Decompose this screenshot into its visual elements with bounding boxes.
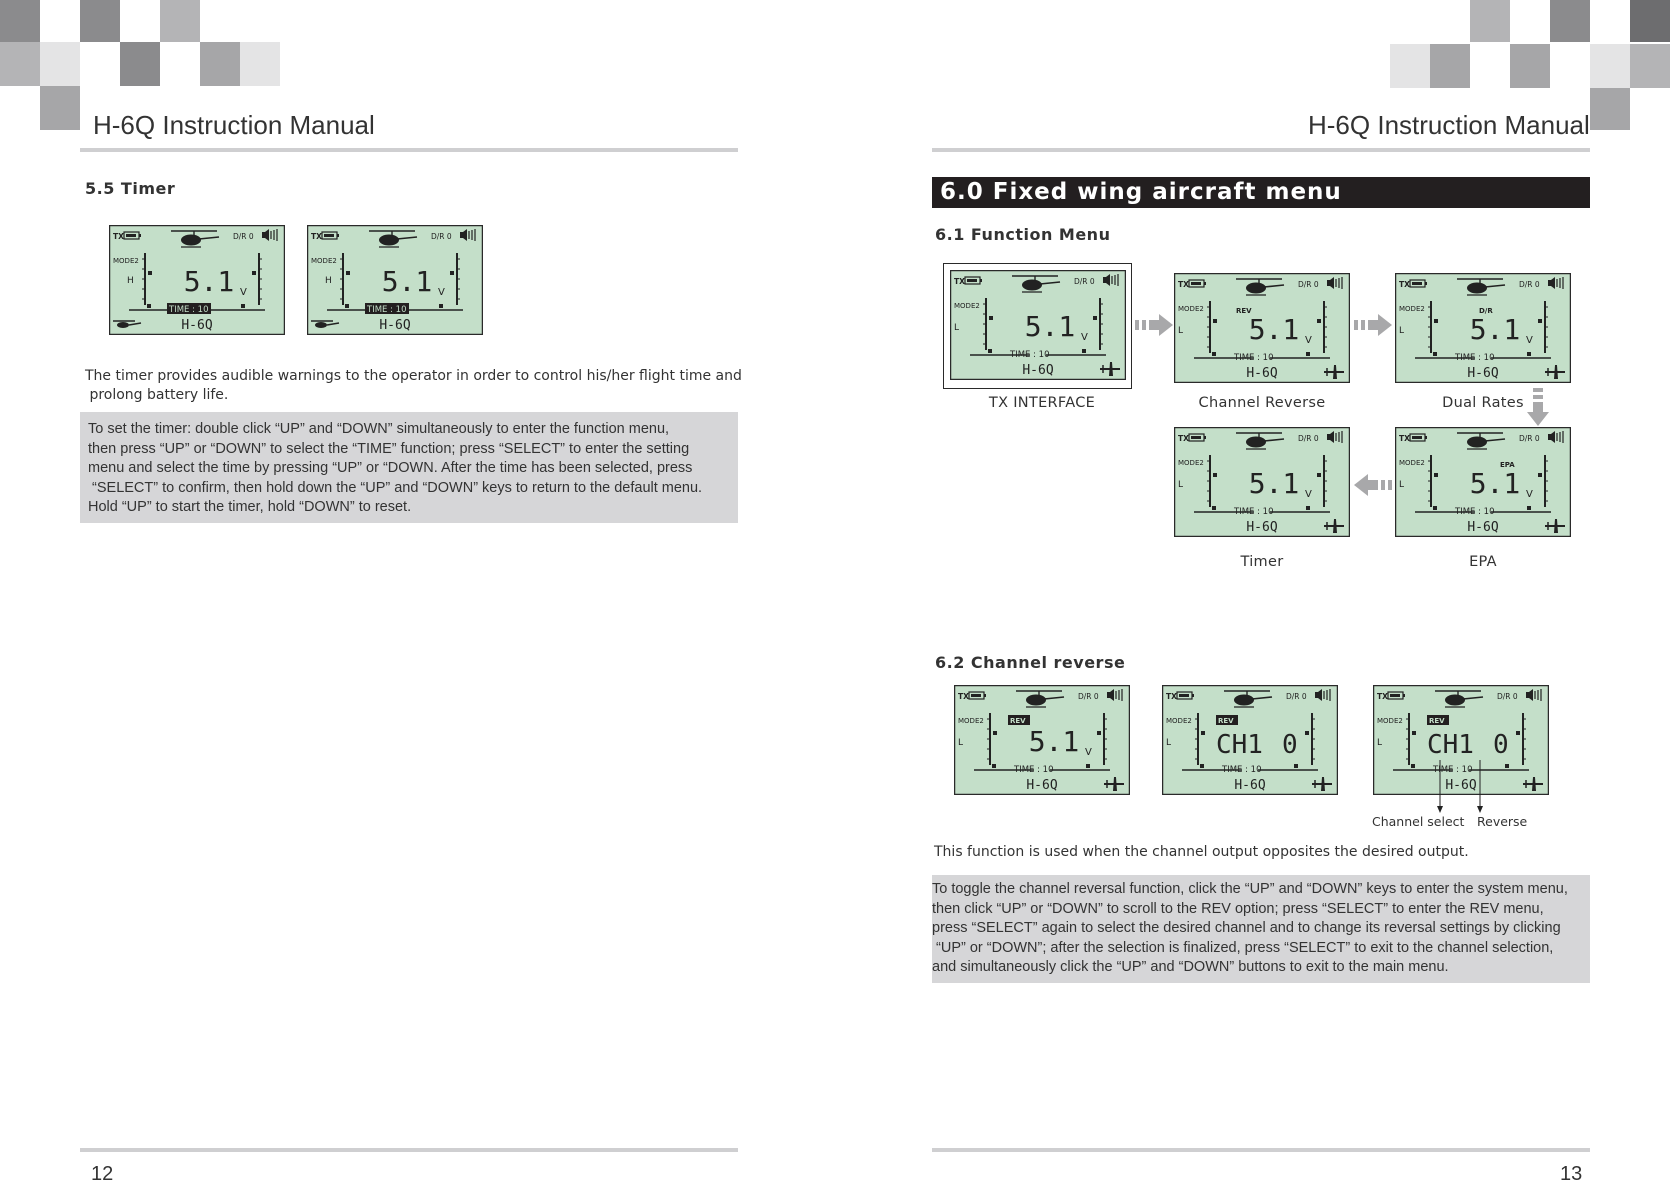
lcd-epa [1395, 427, 1571, 542]
lcd-dr-label: D/R 0 [1298, 434, 1319, 443]
deco-square [1590, 44, 1630, 88]
instruction-line: To toggle the channel reversal function, click the “UP” and “DOWN” keys to enter the system menu, [932, 881, 1568, 897]
lcd-tx-label: TX [1377, 692, 1388, 701]
instruction-line: “UP” or “DOWN”; after the selection is finalized, press “SELECT” to exit to the channel selection, [932, 939, 1554, 956]
deco-square [240, 42, 280, 86]
deco-square [1630, 44, 1670, 88]
instruction-line: Hold “UP” to start the timer, hold “DOWN” to reset. [88, 499, 412, 516]
lcd-mode-label: MODE2 [311, 257, 337, 265]
lcd-mode-letter: L [1399, 480, 1405, 490]
lcd-tx-label: TX [1399, 280, 1410, 289]
lcd-channel: CH1 [1216, 730, 1263, 760]
lcd-dr-label: D/R 0 [1519, 434, 1540, 443]
deco-square [0, 0, 40, 42]
lcd-timer [1174, 427, 1350, 542]
lcd-channel-value: 0 [1282, 730, 1298, 760]
instruction-line: and simultaneously click the “UP” and “DOWN” buttons to exit to the main menu. [932, 959, 1449, 976]
channel-reverse-intro: This function is used when the channel output opposites the desired output. [934, 844, 1469, 860]
deco-square [40, 86, 80, 130]
lcd-voltage: 5.1 [1248, 313, 1300, 346]
lcd-mode-label: MODE2 [958, 717, 984, 725]
lcd-mode-letter: L [1166, 738, 1172, 748]
lcd-mode-label: MODE2 [1178, 459, 1204, 467]
lcd-model-name: H-6Q [181, 318, 213, 333]
lcd-tx-label: TX [311, 232, 322, 241]
lcd-voltage: 5.1 [381, 265, 433, 298]
lcd-model-name: H-6Q [1467, 520, 1499, 535]
instruction-line: menu and select the time by pressing “UP” or “DOWN. After the time has been selected, press [88, 460, 693, 477]
caption-dual-rates: Dual Rates [1442, 395, 1524, 411]
lcd-tx-interface [950, 270, 1126, 385]
lcd-volt-unit: V [240, 287, 247, 298]
lcd-timer: TIME : 10 [1234, 507, 1274, 517]
lcd-timer-screen-2 [307, 225, 483, 340]
lcd-model-name: H-6Q [1234, 778, 1266, 793]
lcd-dr-label: D/R 0 [1497, 692, 1518, 701]
lcd-channel-reverse [1174, 273, 1350, 388]
lcd-model-name: H-6Q [1246, 520, 1278, 535]
callout-reverse: Reverse [1477, 814, 1528, 829]
lcd-timer: TIME : 10 [1433, 765, 1473, 775]
deco-square [80, 0, 120, 42]
lcd-mode-label: MODE2 [113, 257, 139, 265]
lcd-mode-label: MODE2 [1399, 459, 1425, 467]
lcd-channel: CH1 [1427, 730, 1474, 760]
lcd-volt-unit: V [438, 287, 445, 298]
arrow-left-icon [1354, 474, 1394, 496]
lcd-screen [954, 685, 1130, 795]
lcd-mode-letter: L [1377, 738, 1383, 748]
deco-square [200, 42, 240, 86]
lcd-mode-letter: L [1399, 326, 1405, 336]
lcd-rev-main [954, 685, 1130, 800]
lcd-mode-label: MODE2 [1377, 717, 1403, 725]
section-title: 6.2 Channel reverse [935, 653, 1126, 672]
deco-square [1470, 0, 1510, 42]
intro-line: The timer provides audible warnings to the operator in order to control his/her flight time and [85, 368, 742, 384]
instruction-box [80, 412, 738, 523]
lcd-mode-label: MODE2 [1178, 305, 1204, 313]
lcd-tx-label: TX [1399, 434, 1410, 443]
lcd-dr-label: D/R 0 [1286, 692, 1307, 701]
lcd-timer: TIME : 10 [1234, 353, 1274, 363]
lcd-timer: TIME : 10 [1222, 765, 1262, 775]
deco-square [1630, 0, 1670, 42]
lcd-menu-tag: REV [1218, 717, 1234, 725]
lcd-dr-label: D/R 0 [1078, 692, 1099, 701]
lcd-channel-value: 0 [1493, 730, 1509, 760]
lcd-timer-screen-1 [109, 225, 285, 340]
lcd-voltage: 5.1 [1469, 467, 1521, 500]
lcd-dual-rates [1395, 273, 1571, 388]
lcd-menu-tag: REV [1010, 717, 1026, 725]
lcd-tx-label: TX [958, 692, 969, 701]
lcd-volt-unit: V [1305, 335, 1312, 346]
deco-square [0, 42, 40, 86]
lcd-mode-letter: L [958, 738, 964, 748]
lcd-screen [1174, 427, 1350, 537]
footer-rule [80, 1148, 738, 1152]
caption-tx-interface: TX INTERFACE [988, 395, 1096, 411]
callout-channel-select: Channel select [1372, 814, 1465, 829]
lcd-model-name: H-6Q [1445, 778, 1477, 793]
lcd-menu-tag: D/R [1479, 307, 1493, 315]
lcd-timer: TIME : 10 [367, 305, 407, 315]
lcd-mode-label: MODE2 [1166, 717, 1192, 725]
section-title: 5.5 Timer [85, 179, 176, 198]
lcd-mode-label: MODE2 [1399, 305, 1425, 313]
lcd-screen [1174, 273, 1350, 383]
lcd-timer: TIME : 10 [1455, 507, 1495, 517]
page-header: H-6Q Instruction Manual [1308, 110, 1590, 140]
caption-epa: EPA [1469, 554, 1497, 570]
lcd-tx-label: TX [1178, 434, 1189, 443]
lcd-timer: TIME : 10 [1014, 765, 1054, 775]
lcd-tx-label: TX [1166, 692, 1177, 701]
lcd-screen [1395, 427, 1571, 537]
lcd-mode-letter: L [954, 323, 960, 333]
lcd-screen [307, 225, 483, 335]
instruction-line: then click “UP” or “DOWN” to scroll to the REV option; press “SELECT” to enter the REV menu, [932, 900, 1544, 917]
page-number: 13 [1560, 1163, 1583, 1185]
instruction-line: then press “UP” or “DOWN” to select the “TIME” function; press “SELECT” to enter the setting [88, 440, 690, 457]
lcd-tx-label: TX [954, 277, 965, 286]
lcd-volt-unit: V [1081, 332, 1088, 343]
lcd-dr-label: D/R 0 [1519, 280, 1540, 289]
lcd-tx-label: TX [113, 232, 124, 241]
deco-square [1550, 0, 1590, 42]
caption-channel-reverse: Channel Reverse [1198, 395, 1326, 411]
arrow-right-icon [1354, 314, 1394, 336]
lcd-voltage: 5.1 [183, 265, 235, 298]
lcd-dr-label: D/R 0 [1074, 277, 1095, 286]
deco-square [120, 42, 160, 86]
intro-line: prolong battery life. [85, 387, 229, 403]
lcd-mode-letter: H [325, 276, 332, 286]
chapter-title: 6.0 Fixed wing aircraft menu [932, 177, 1590, 208]
lcd-screen [109, 225, 285, 335]
lcd-menu-tag: EPA [1500, 461, 1515, 469]
lcd-menu-tag: REV [1236, 307, 1252, 315]
deco-square [1390, 44, 1430, 88]
header-rule [80, 148, 738, 152]
section-title: 6.1 Function Menu [935, 225, 1111, 244]
lcd-voltage: 5.1 [1248, 467, 1300, 500]
lcd-mode-letter: L [1178, 480, 1184, 490]
lcd-dr-label: D/R 0 [431, 232, 452, 241]
lcd-model-name: H-6Q [1246, 366, 1278, 381]
lcd-screen [1395, 273, 1571, 383]
lcd-volt-unit: V [1526, 335, 1533, 346]
lcd-model-name: H-6Q [1467, 366, 1499, 381]
lcd-voltage: 5.1 [1028, 725, 1080, 758]
lcd-timer: TIME : 10 [1010, 350, 1050, 360]
lcd-menu-tag: REV [1429, 717, 1445, 725]
callout-lines [1430, 760, 1490, 818]
lcd-model-name: H-6Q [1022, 363, 1054, 378]
page-number: 12 [91, 1163, 114, 1185]
instruction-line: press “SELECT” again to select the desired channel and to change its reversal settings by clicking [932, 920, 1561, 937]
deco-square [1510, 44, 1550, 88]
deco-square [40, 42, 80, 86]
arrow-right-icon [1135, 314, 1175, 336]
lcd-dr-label: D/R 0 [233, 232, 254, 241]
instruction-line: To set the timer: double click “UP” and “DOWN” simultaneously to enter the function menu, [88, 421, 670, 437]
lcd-rev-channel [1162, 685, 1338, 800]
lcd-voltage: 5.1 [1469, 313, 1521, 346]
lcd-mode-label: MODE2 [954, 302, 980, 310]
intro-paragraph [85, 367, 745, 405]
lcd-screen [1162, 685, 1338, 795]
lcd-volt-unit: V [1085, 747, 1092, 758]
instruction-box [932, 875, 1590, 983]
page-header: H-6Q Instruction Manual [93, 110, 375, 140]
deco-square [160, 0, 200, 42]
lcd-model-name: H-6Q [1026, 778, 1058, 793]
lcd-mode-letter: H [127, 276, 134, 286]
lcd-screen [950, 270, 1126, 380]
lcd-dr-label: D/R 0 [1298, 280, 1319, 289]
instruction-line: “SELECT” to confirm, then hold down the “UP” and “DOWN” keys to return to the default menu. [88, 479, 703, 496]
footer-rule [932, 1148, 1590, 1152]
lcd-tx-label: TX [1178, 280, 1189, 289]
lcd-timer: TIME : 10 [1455, 353, 1495, 363]
header-rule [932, 148, 1590, 152]
caption-timer: Timer [1240, 554, 1284, 570]
lcd-mode-letter: L [1178, 326, 1184, 336]
lcd-voltage: 5.1 [1024, 310, 1076, 343]
lcd-timer: TIME : 10 [169, 305, 209, 315]
deco-square [1430, 44, 1470, 88]
lcd-volt-unit: V [1526, 489, 1533, 500]
lcd-model-name: H-6Q [379, 318, 411, 333]
deco-square [1590, 88, 1630, 130]
lcd-volt-unit: V [1305, 489, 1312, 500]
